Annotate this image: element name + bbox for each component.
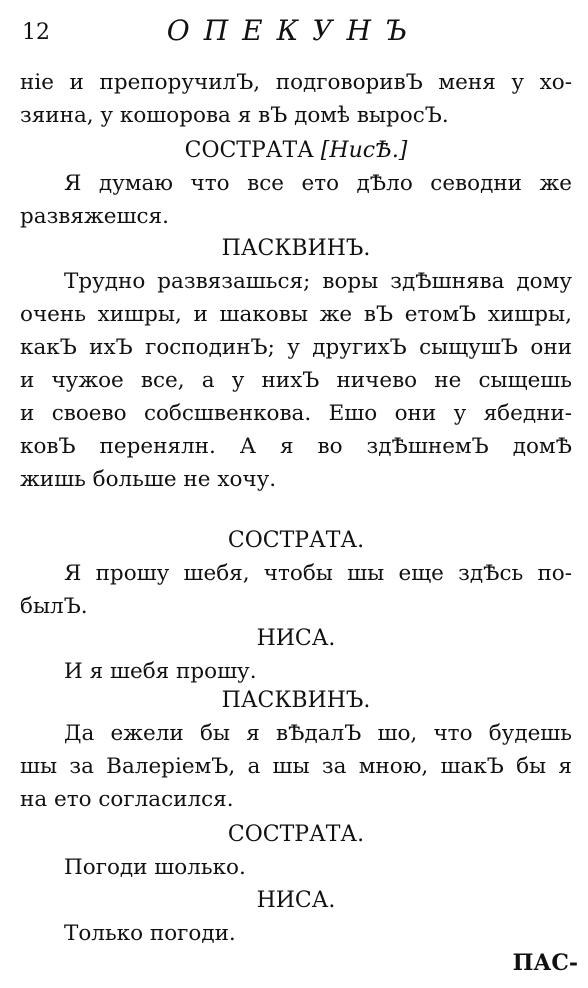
text-line: и чужое все, а у нихЪ ничево не сыщешь (20, 368, 572, 393)
speech-sostrata-1 (20, 134, 572, 233)
speech-nisa-1 (20, 622, 572, 688)
stage-direction: [НисѢ.] (320, 138, 408, 163)
text-line: Я прошу шебя, чтобы шы еще здѢсь по- (64, 561, 572, 586)
running-title: ОПЕКУНЪ (166, 14, 422, 47)
text-line: ніе и препоручилЪ, подговоривЪ меня у хо- (20, 70, 572, 95)
text-line: и своево собсшвенкова. Ешо они у ябедни- (20, 401, 572, 426)
text-line: Только погоди. (64, 921, 236, 946)
catchword: ПАС- (512, 950, 578, 976)
text-line: Да ежели бы я вѢдалЪ шо, что будешь (64, 721, 572, 746)
page-header (0, 14, 588, 48)
speaker-name (20, 134, 572, 167)
text-line: шы за ВалеріемЪ, а шы за мною, шакЪ бы я (20, 754, 572, 779)
text-line: жишь больше не хочу. (20, 467, 277, 492)
speech-sostrata-2 (20, 524, 572, 623)
speech-nisa-2 (20, 884, 572, 950)
speech-paskvin-1 (20, 232, 572, 496)
text-line: зяина, у кошорова я вЪ домѣ выросЪ. (20, 103, 449, 128)
speaker-name: ПАСКВИНЪ. (221, 688, 371, 713)
text-line: на ето согласился. (20, 787, 234, 812)
speaker-name: НИСА. (256, 888, 336, 913)
text-line: развяжешся. (20, 204, 169, 229)
page-number: 12 (22, 20, 50, 45)
speaker-name: ПАСКВИНЪ. (221, 236, 371, 261)
speech-sostrata-3 (20, 818, 572, 884)
speaker-name: СОСТРАТА. (227, 822, 365, 847)
speaker-name: СОСТРАТА. (227, 528, 365, 553)
text-line: Трудно развязашься; воры здѢшнява дому (64, 269, 572, 294)
text-line: Я думаю что все ето дѢло севодни же (64, 171, 572, 196)
text-line: очень хишры, и шаковы же вЪ етомЪ хишры, (20, 302, 572, 327)
text-line: И я шебя прошу. (64, 659, 257, 684)
continuation-text (20, 66, 572, 132)
text-line: какЪ ихЪ господинЪ; у другихЪ сыщушЪ они (20, 335, 572, 360)
speaker-label: СОСТРАТА (184, 138, 314, 163)
text-line: былЪ. (20, 594, 88, 619)
speaker-name: НИСА. (256, 626, 336, 651)
text-line: ковЪ перенялн. А я во здѢшнемЪ домѢ (20, 434, 572, 459)
speech-paskvin-2 (20, 684, 572, 816)
text-line: Погоди шолько. (64, 855, 246, 880)
